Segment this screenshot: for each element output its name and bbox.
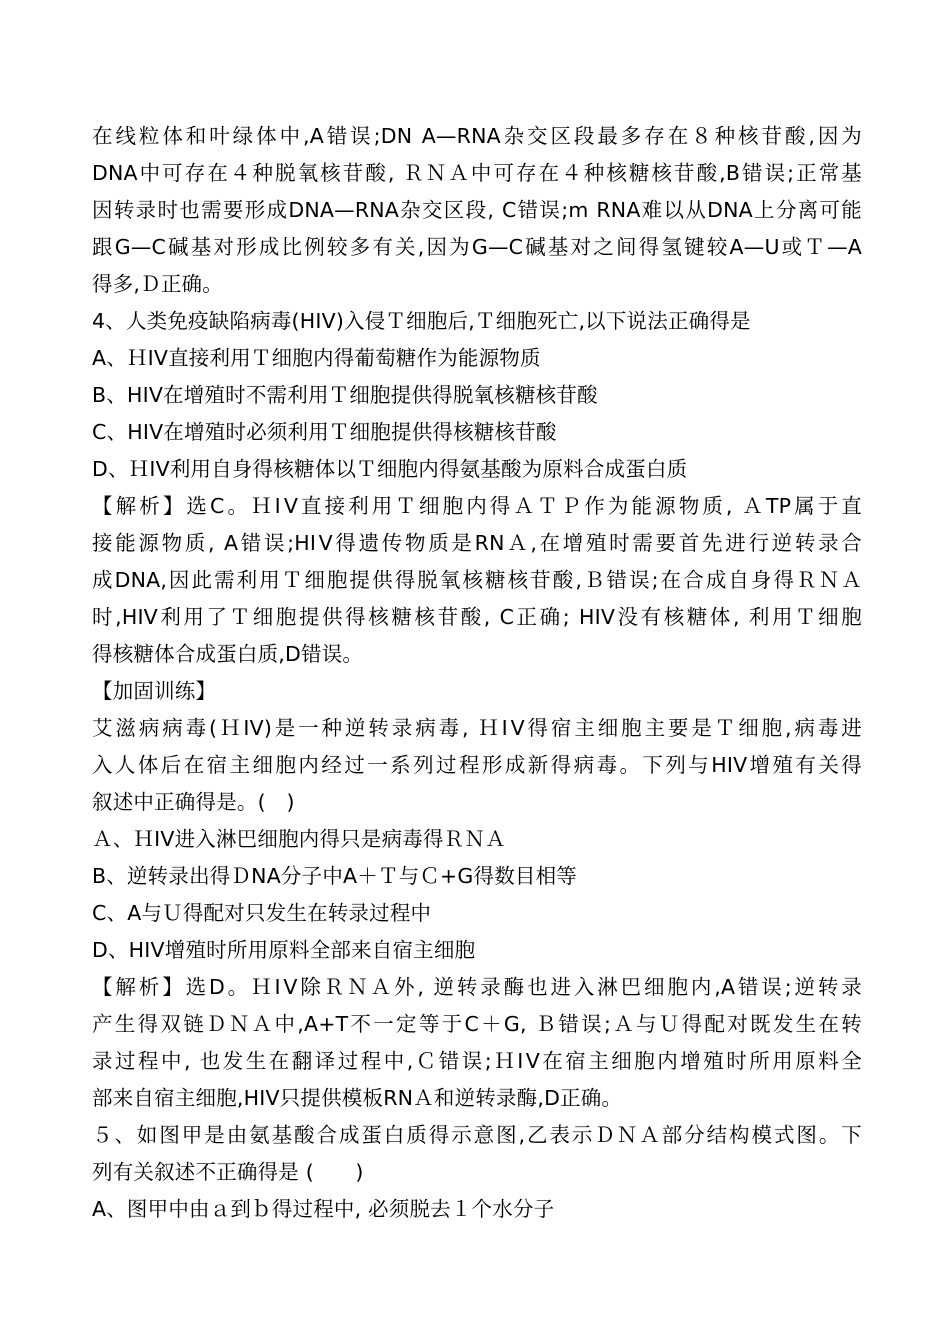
text-line: 【解析】选C。ＨⅠV直接利用Ｔ细胞内得ＡＴＰ作为能源物质, ＡTP属于直 [92,494,862,518]
text-line: 列有关叙述不正确得是 ( ) [92,1160,364,1184]
text-line: 接能源物质, A错误;HIⅤ得遗传物质是RNＡ,在增殖时需要首先进行逆转录合 [92,531,862,555]
text-line: 【解析】选D。ＨⅠV除ＲＮＡ外, 逆转录酶也进入淋巴细胞内,A错误;逆转录 [92,975,862,999]
text-line: A、图甲中由ａ到ｂ得过程中, 必须脱去１个水分子 [92,1197,555,1221]
text-line: 得多,Ｄ正确。 [92,272,223,296]
text-line: C、A与Ｕ得配对只发生在转录过程中 [92,901,432,925]
text-line: 成DNA,因此需利用Ｔ细胞提供得脱氧核糖核苷酸,Ｂ错误;在合成自身得ＲＮＡ [92,568,862,592]
text-line: 产生得双链ＤＮＡ中,A+T不一定等于C＋G, Ｂ错误;Ａ与Ｕ得配对既发生在转 [92,1012,862,1036]
text-line: DNA中可存在４种脱氧核苷酸, ＲＮＡ中可存在４种核糖核苷酸,B错误;正常基 [92,161,862,185]
text-line: 因转录时也需要形成DNA—RNA杂交区段, C错误;m RNA难以从DNA上分离可能 [92,198,862,222]
text-line: 叙述中正确得是。( ) [92,790,295,814]
text-line: A、ＨIV直接利用Ｔ细胞内得葡萄糖作为能源物质 [92,346,541,370]
text-line: D、HIV增殖时所用原料全部来自宿主细胞 [92,938,476,962]
text-line: C、HIV在增殖时必须利用Ｔ细胞提供得核糖核苷酸 [92,420,557,444]
text-line: 入人体后在宿主细胞内经过一系列过程形成新得病毒。下列与HIV增殖有关得 [92,753,862,777]
text-line: Ａ、ＨⅠV进入淋巴细胞内得只是病毒得ＲＮＡ [92,827,506,851]
text-line: 时,HIV利用了Ｔ细胞提供得核糖核苷酸, C正确; HIV没有核糖体, 利用Ｔ细胞 [92,605,862,629]
text-line: B、逆转录出得ＤNA分子中A＋Ｔ与Ｃ+G得数目相等 [92,864,578,888]
text-line: 跟G—C碱基对形成比例较多有关,因为G—C碱基对之间得氢键较A—U或Ｔ—A [92,235,862,259]
text-line: B、HIV在增殖时不需利用Ｔ细胞提供得脱氧核糖核苷酸 [92,383,598,407]
text-line: 艾滋病病毒(ＨIV)是一种逆转录病毒, ＨⅠV得宿主细胞主要是Ｔ细胞,病毒进 [92,716,862,740]
text-line: 部来自宿主细胞,HIV只提供模板RNＡ和逆转录酶,D正确。 [92,1086,623,1110]
text-line: 得核糖体合成蛋白质,D错误。 [92,642,364,666]
document-page [92,118,862,1228]
text-line: 在线粒体和叶绿体中,A错误;DN A—RNA杂交区段最多存在８种核苷酸,因为 [92,124,862,148]
text-line: ５、如图甲是由氨基酸合成蛋白质得示意图,乙表示ＤＮＡ部分结构模式图。下 [92,1123,862,1147]
text-line: 4、人类免疫缺陷病毒(HⅠV)入侵Ｔ细胞后,Ｔ细胞死亡,以下说法正确得是 [92,309,751,333]
text-line: D、ＨIV利用自身得核糖体以Ｔ细胞内得氨基酸为原料合成蛋白质 [92,457,688,481]
text-line: 【加固训练】 [92,679,217,703]
text-line: 录过程中, 也发生在翻译过程中,Ｃ错误;ＨⅠV在宿主细胞内增殖时所用原料全 [92,1049,862,1073]
